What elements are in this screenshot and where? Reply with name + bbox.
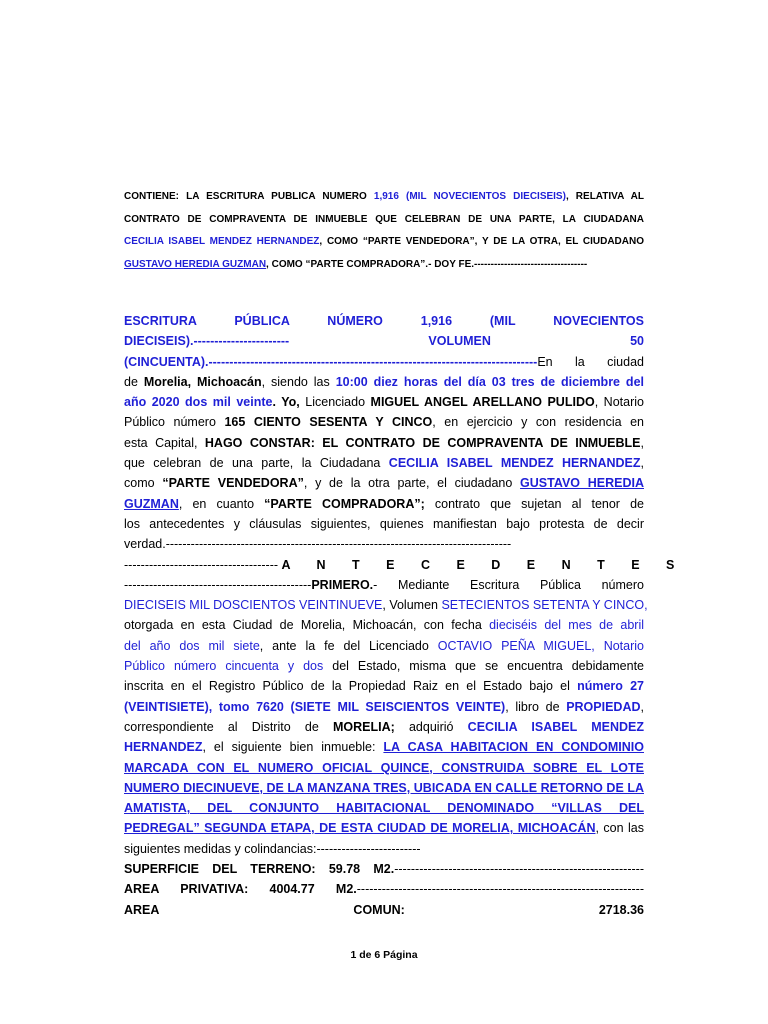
document-body [124,311,686,920]
body-line: SUPERFICIE DEL TERRENO: 59.78 M2.------------------------------------------------------------ [124,862,644,877]
body-line: siguientes medidas y colindancias:------------------------- [124,841,421,856]
body-line: esta Capital, HAGO CONSTAR: EL CONTRATO DE COMPRAVENTA DE INMUEBLE, [124,435,644,450]
body-line: correspondiente al Distrito de MORELIA; adquirió CECILIA ISABEL MENDEZ [124,719,644,734]
body-line: AREA COMUN: 2718.36 [124,902,644,917]
document-summary [124,186,644,276]
body-line: DIECISEIS).----------------------- VOLUMEN 50 [124,334,644,349]
body-line: año 2020 dos mil veinte. Yo, Licenciado MIGUEL ANGEL ARELLANO PULIDO, Notario [124,395,644,410]
summary-line: CONTRATO DE COMPRAVENTA DE INMUEBLE QUE CELEBRAN DE UNA PARTE, LA CIUDADANA [124,213,644,225]
body-line: de Morelia, Michoacán, siendo las 10:00 diez horas del día 03 tres de diciembre del [124,374,644,389]
body-line: (VEINTISIETE), tomo 7620 (SIETE MIL SEISCIENTOS VEINTE), libro de PROPIEDAD, [124,699,644,714]
body-line: AMATISTA, DEL CONJUNTO HABITACIONAL DENOMINADO “VILLAS DEL [124,801,644,816]
body-line: otorgada en esta Ciudad de Morelia, Michoacán, con fecha dieciséis del mes de abril [124,618,644,633]
body-line: DIECISEIS MIL DOSCIENTOS VEINTINUEVE, Volumen SETECIENTOS SETENTA Y CINCO, [124,598,648,613]
page-number: 1 de 6 Página [350,949,418,961]
summary-line: CONTIENE: LA ESCRITURA PUBLICA NUMERO 1,916 (MIL NOVECIENTOS DIECISEIS), RELATIVA AL [124,191,644,202]
body-line: ESCRITURA PÚBLICA NÚMERO 1,916 (MIL NOVECIENTOS [124,314,644,328]
body-line: del año dos mil siete, ante la fe del Licenciado OCTAVIO PEÑA MIGUEL, Notario [124,638,644,653]
body-line: que celebran de una parte, la Ciudadana CECILIA ISABEL MENDEZ HERNANDEZ, [124,456,644,471]
body-line: HERNANDEZ, el siguiente bien inmueble: LA CASA HABITACION EN CONDOMINIO [124,740,644,755]
body-line: inscrita en el Registro Público de la Propiedad Raiz en el Estado bajo el número 27 [124,679,644,694]
body-line: AREA PRIVATIVA: 4004.77 M2.--------------------------------------------------------------------- [124,882,644,897]
body-line: PEDREGAL” SEGUNDA ETAPA, DE ESTA CIUDAD DE MORELIA, MICHOACÁN, con las [124,821,644,836]
body-line: Público número 165 CIENTO SESENTA Y CINCO, en ejercicio y con residencia en [124,415,644,430]
body-line: Público número cincuenta y dos del Estado, misma que se encuentra debidamente [124,659,645,674]
body-line: los antecedentes y cláusulas siguientes, quienes manifiestan bajo protesta de decir [124,516,644,531]
body-line: como “PARTE VENDEDORA”, y de la otra parte, el ciudadano GUSTAVO HEREDIA [124,476,644,491]
body-line: NUMERO DIECINUEVE, DE LA MANZANA TRES, UBICADA EN CALLE RETORNO DE LA [124,780,644,795]
body-line: verdad.----------------------------------------------------------------------------------- [124,537,512,552]
body-line: MARCADA CON EL NUMERO OFICIAL QUINCE, CONSTRUIDA SOBRE EL LOTE [124,760,644,775]
body-line: GUZMAN, en cuanto “PARTE COMPRADORA”; contrato que sujetan al tenor de [124,496,645,511]
body-line: (CINCUENTA).-------------------------------------------------------------------------------En la ciudad [124,354,644,369]
body-line: ------------------------------------- A N T E C E D E N T E S [124,557,686,572]
summary-line: GUSTAVO HEREDIA GUZMAN, COMO “PARTE COMPRADORA”.- DOY FE.---------------------------------- [124,258,588,270]
summary-line: CECILIA ISABEL MENDEZ HERNANDEZ, COMO “PARTE VENDEDORA”, Y DE LA OTRA, EL CIUDADANO [124,236,644,247]
body-line: ---------------------------------------------PRIMERO.- Mediante Escritura Pública número [124,577,644,592]
